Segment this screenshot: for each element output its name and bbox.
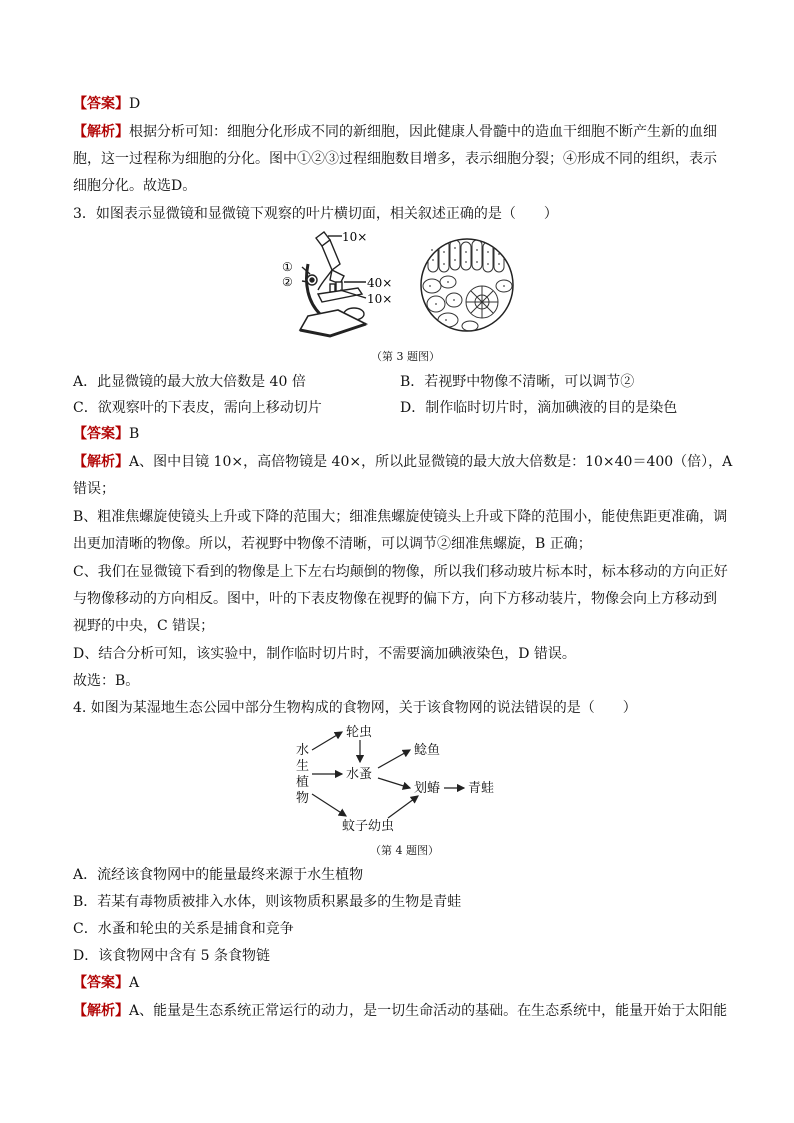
q4-answer: A bbox=[129, 975, 140, 991]
q4-analysis-line-1: 【解析】A、能量是生态系统正常运行的动力，是一切生命活动的基础。在生态系统中，能量开始于太阳能 bbox=[73, 1003, 728, 1019]
q4-option-d: D．该食物网中含有 5 条食物链 bbox=[73, 948, 271, 964]
q4-option-c: C．水蚤和轮虫的关系是捕食和竞争 bbox=[73, 921, 294, 937]
q3-analysis-line-8: D、结合分析可知，该实验中，制作临时切片时，不需要滴加碘液染色，D 错误。 bbox=[73, 646, 576, 662]
label-1: ① bbox=[282, 260, 293, 274]
q4-option-b: B．若某有毒物质被排入水体，则该物质积累最多的生物是青蛙 bbox=[73, 894, 462, 910]
plant-char-3: 植 bbox=[296, 775, 310, 790]
eyepiece-label: 10× bbox=[342, 230, 368, 244]
q3-stem: 3．如图表示显微镜和显微镜下观察的叶片横切面，相关叙述正确的是（ ） bbox=[73, 206, 558, 222]
q3-option-b: B．若视野中物像不清晰，可以调节② bbox=[400, 374, 635, 390]
node-water-flea: 水蚤 bbox=[346, 767, 373, 782]
q2-answer-line bbox=[73, 94, 723, 114]
edge-plant-rotifer bbox=[312, 732, 342, 750]
edge-plant-larva bbox=[312, 794, 346, 816]
q4-stem: 4. 如图为某湿地生态公园中部分生物构成的食物网，关于该食物网的说法错误的是（ ） bbox=[73, 700, 637, 716]
microscope-figure bbox=[278, 224, 402, 344]
q2-analysis-line-1: 【解析】根据分析可知：细胞分化形成不同的新细胞，因此健康人骨髓中的造血干细胞不断产生新的血细 bbox=[73, 124, 717, 140]
q4-option-a: A．流经该食物网中的能量最终来源于水生植物 bbox=[73, 867, 364, 883]
q3-option-a: A．此显微镜的最大放大倍数是 40 倍 bbox=[73, 374, 306, 390]
q4-answer-line bbox=[73, 973, 723, 993]
q4-analysis-tag: 【解析】 bbox=[73, 1003, 129, 1019]
node-beetle: 划蝽 bbox=[414, 781, 441, 796]
food-web-diagram bbox=[290, 718, 510, 838]
plant-char-4: 物 bbox=[296, 791, 310, 806]
q3-answer-line bbox=[73, 424, 723, 444]
q2-analysis-line-2: 胞，这一过程称为细胞的分化。图中①②③过程细胞数目增多，表示细胞分裂；④形成不同的组织，表示 bbox=[73, 151, 717, 167]
plant-char-1: 水 bbox=[296, 743, 310, 758]
label-2: ② bbox=[282, 275, 293, 289]
node-catfish: 鲶鱼 bbox=[414, 743, 441, 758]
q2-answer: D bbox=[129, 96, 141, 112]
plant-char-2: 生 bbox=[296, 759, 310, 774]
node-larva: 蚊子幼虫 bbox=[342, 819, 395, 834]
q3-analysis-line-5: C、我们在显微镜下看到的物像是上下左右均颠倒的物像，所以我们移动玻片标本时，标本移动的方向正好 bbox=[73, 564, 728, 580]
leaf-cross-section-figure bbox=[418, 236, 516, 334]
q3-analysis-line-6: 与物像移动的方向相反。图中，叶的下表皮物像在视野的偏下方，向下方移动装片，物像会向上方移动到 bbox=[73, 591, 717, 607]
q2-answer-tag: 【答案】 bbox=[73, 96, 129, 112]
q3-analysis-tag: 【解析】 bbox=[73, 454, 129, 470]
q3-option-c: C．欲观察叶的下表皮，需向上移动切片 bbox=[73, 400, 322, 416]
node-rotifer: 轮虫 bbox=[346, 725, 373, 740]
objective-low-label: 10× bbox=[367, 292, 393, 306]
q3-analysis-line-7: 视野的中央，C 错误； bbox=[73, 618, 215, 634]
edge-flea-beetle bbox=[378, 778, 410, 788]
q2-analysis-line-3: 细胞分化。故选D。 bbox=[73, 178, 197, 194]
q3-answer-tag: 【答案】 bbox=[73, 426, 129, 442]
q3-answer: B bbox=[129, 426, 140, 442]
edge-flea-catfish bbox=[378, 750, 410, 768]
q4-figure-caption: （第 4 题图） bbox=[370, 844, 439, 857]
q3-analysis-line-3: B、粗准焦螺旋使镜头上升或下降的范围大；细准焦螺旋使镜头上升或下降的范围小，能使焦距更准确，调 bbox=[73, 509, 728, 525]
edge-larva-beetle bbox=[388, 796, 418, 818]
q3-analysis-line-2: 错误； bbox=[73, 481, 115, 497]
q3-analysis-line-1: 【解析】A、图中目镜 10×，高倍物镜是 40×，所以此显微镜的最大放大倍数是：10×40＝400（倍），A bbox=[73, 454, 733, 470]
q3-option-d: D．制作临时切片时，滴加碘液的目的是染色 bbox=[400, 400, 678, 416]
q3-figure-caption: （第 3 题图） bbox=[371, 350, 440, 363]
q4-answer-tag: 【答案】 bbox=[73, 975, 129, 991]
q2-analysis-tag: 【解析】 bbox=[73, 124, 129, 140]
objective-high-label: 40× bbox=[367, 276, 393, 290]
q3-analysis-line-4: 出更加清晰的物像。所以，若视野中物像不清晰，可以调节②细准焦螺旋，B 正确； bbox=[73, 536, 592, 552]
node-frog: 青蛙 bbox=[468, 781, 495, 796]
q3-analysis-line-9: 故选：B。 bbox=[73, 673, 140, 689]
